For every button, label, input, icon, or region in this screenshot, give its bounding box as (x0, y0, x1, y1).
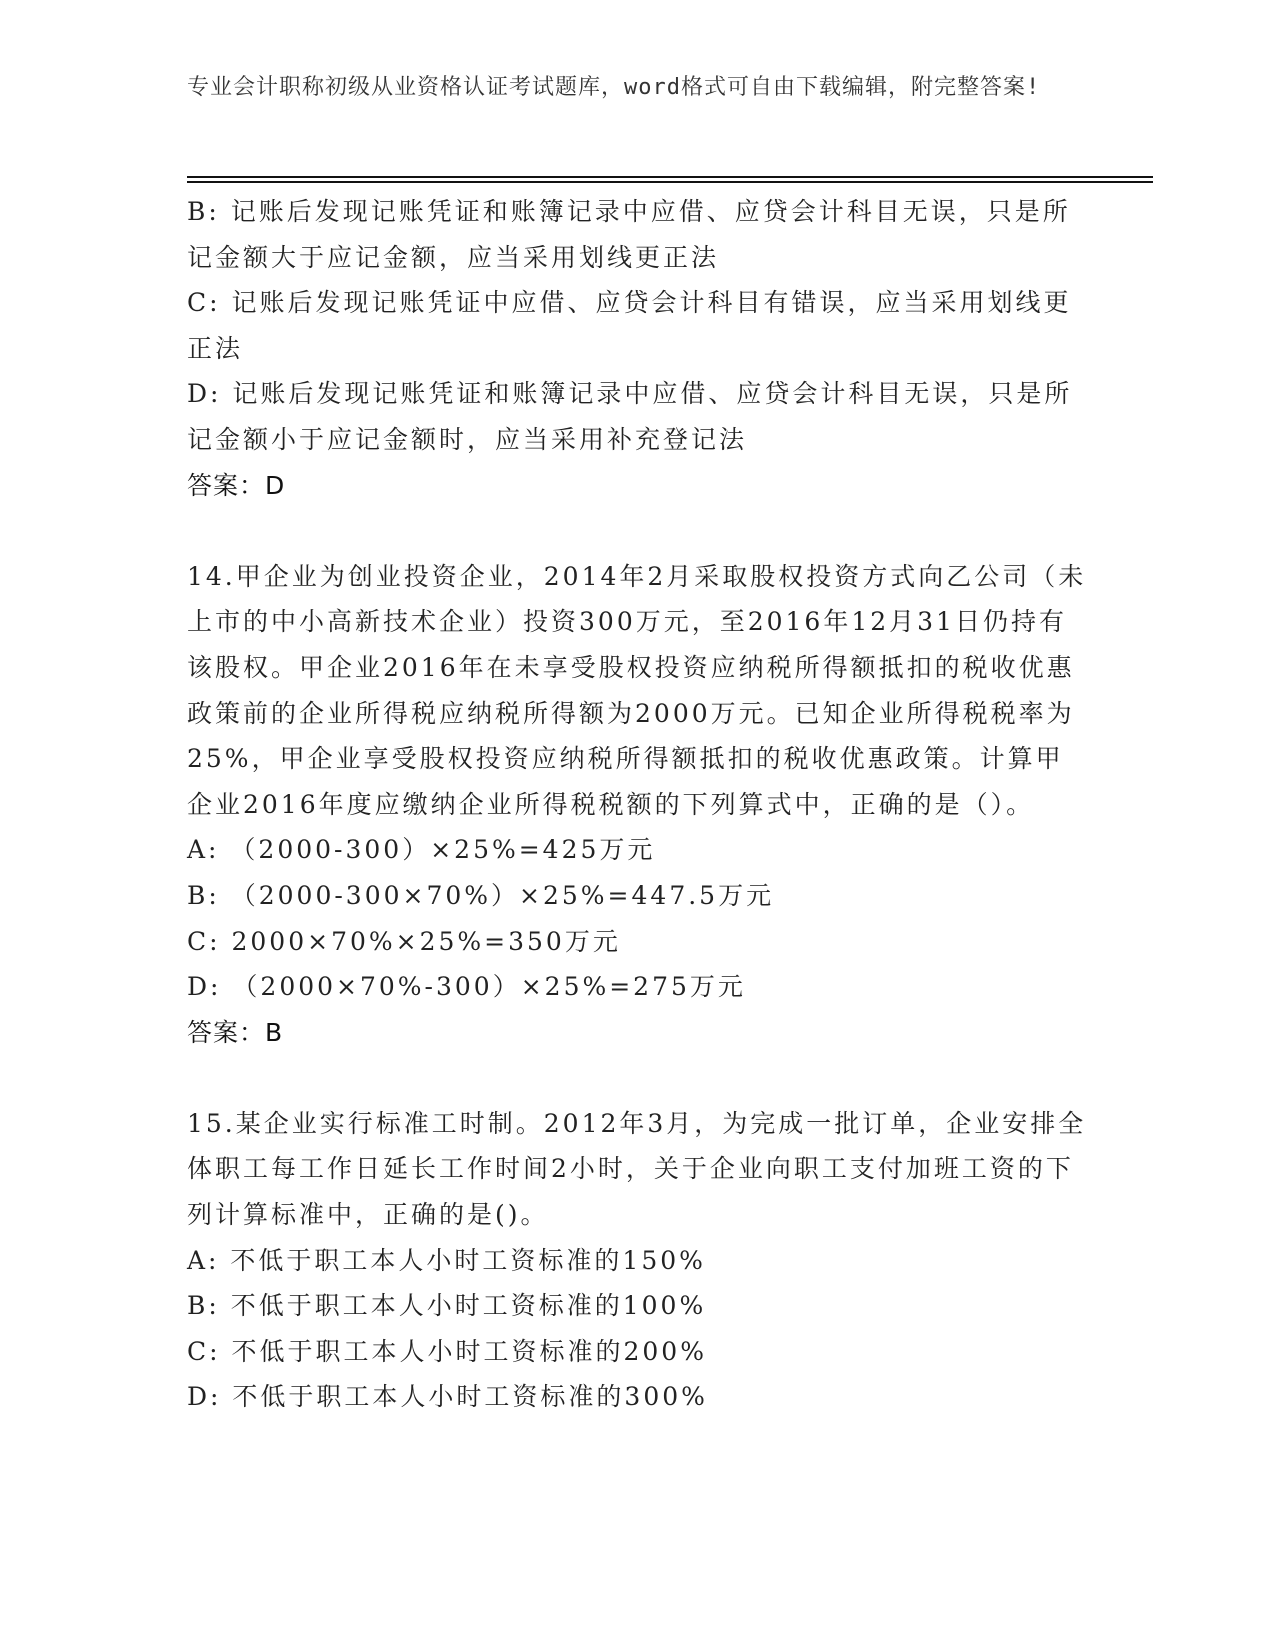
header-rule-bottom (187, 181, 1153, 183)
q14-option-c: C: 2000×70%×25%=350万元 (187, 926, 621, 956)
q13-answer: 答案：D (187, 470, 286, 500)
spacer (187, 508, 1087, 554)
page-header: 专业会计职称初级从业资格认证考试题库，word格式可自由下载编辑，附完整答案! (187, 75, 1041, 100)
q15-option-b: B: 不低于职工本人小时工资标准的100% (187, 1291, 707, 1321)
q14-answer: 答案：B (187, 1017, 284, 1047)
q13-option-d: D: 记账后发现记账凭证和账簿记录中应借、应贷会计科目无误，只是所记金额小于应记金额时，应当采用补充登记法 (187, 379, 1073, 454)
q14-option-b: B: （2000-300×70%）×25%=447.5万元 (187, 880, 775, 910)
q14-option-d: D: （2000×70%-300）×25%=275万元 (187, 972, 746, 1002)
q14-option-a: A: （2000-300）×25%=425万元 (187, 835, 656, 865)
q15-option-a: A: 不低于职工本人小时工资标准的150% (187, 1245, 706, 1275)
q14-stem: 14.甲企业为创业投资企业，2014年2月采取股权投资方式向乙公司（未上市的中小高新技术企业）投资300万元，至2016年12月31日仍持有该股权。甲企业2016年在未享受股权投资应纳税所得额抵扣的税收优惠政策前的企业所得税应纳税所得额为2000万元。已知企业所得税税率为25%，甲企业享受股权投资应纳税所得额抵扣的税收优惠政策。计算甲企业2016年度应缴纳企业所得税税额的下列算式中，正确的是（）。 (187, 561, 1087, 819)
header-rule-top (187, 176, 1153, 178)
document-body (187, 189, 1087, 1420)
q15-stem: 15.某企业实行标准工时制。2012年3月，为完成一批订单，企业安排全体职工每工作日延长工作时间2小时，关于企业向职工支付加班工资的下列计算标准中，正确的是()。 (187, 1108, 1087, 1230)
spacer (187, 1055, 1087, 1101)
q13-option-c: C: 记账后发现记账凭证中应借、应贷会计科目有错误，应当采用划线更正法 (187, 288, 1072, 363)
q13-option-b: B: 记账后发现记账凭证和账簿记录中应借、应贷会计科目无误，只是所记金额大于应记金额，应当采用划线更正法 (187, 197, 1071, 272)
q15-option-c: C: 不低于职工本人小时工资标准的200% (187, 1336, 707, 1366)
q15-option-d: D: 不低于职工本人小时工资标准的300% (187, 1382, 708, 1412)
